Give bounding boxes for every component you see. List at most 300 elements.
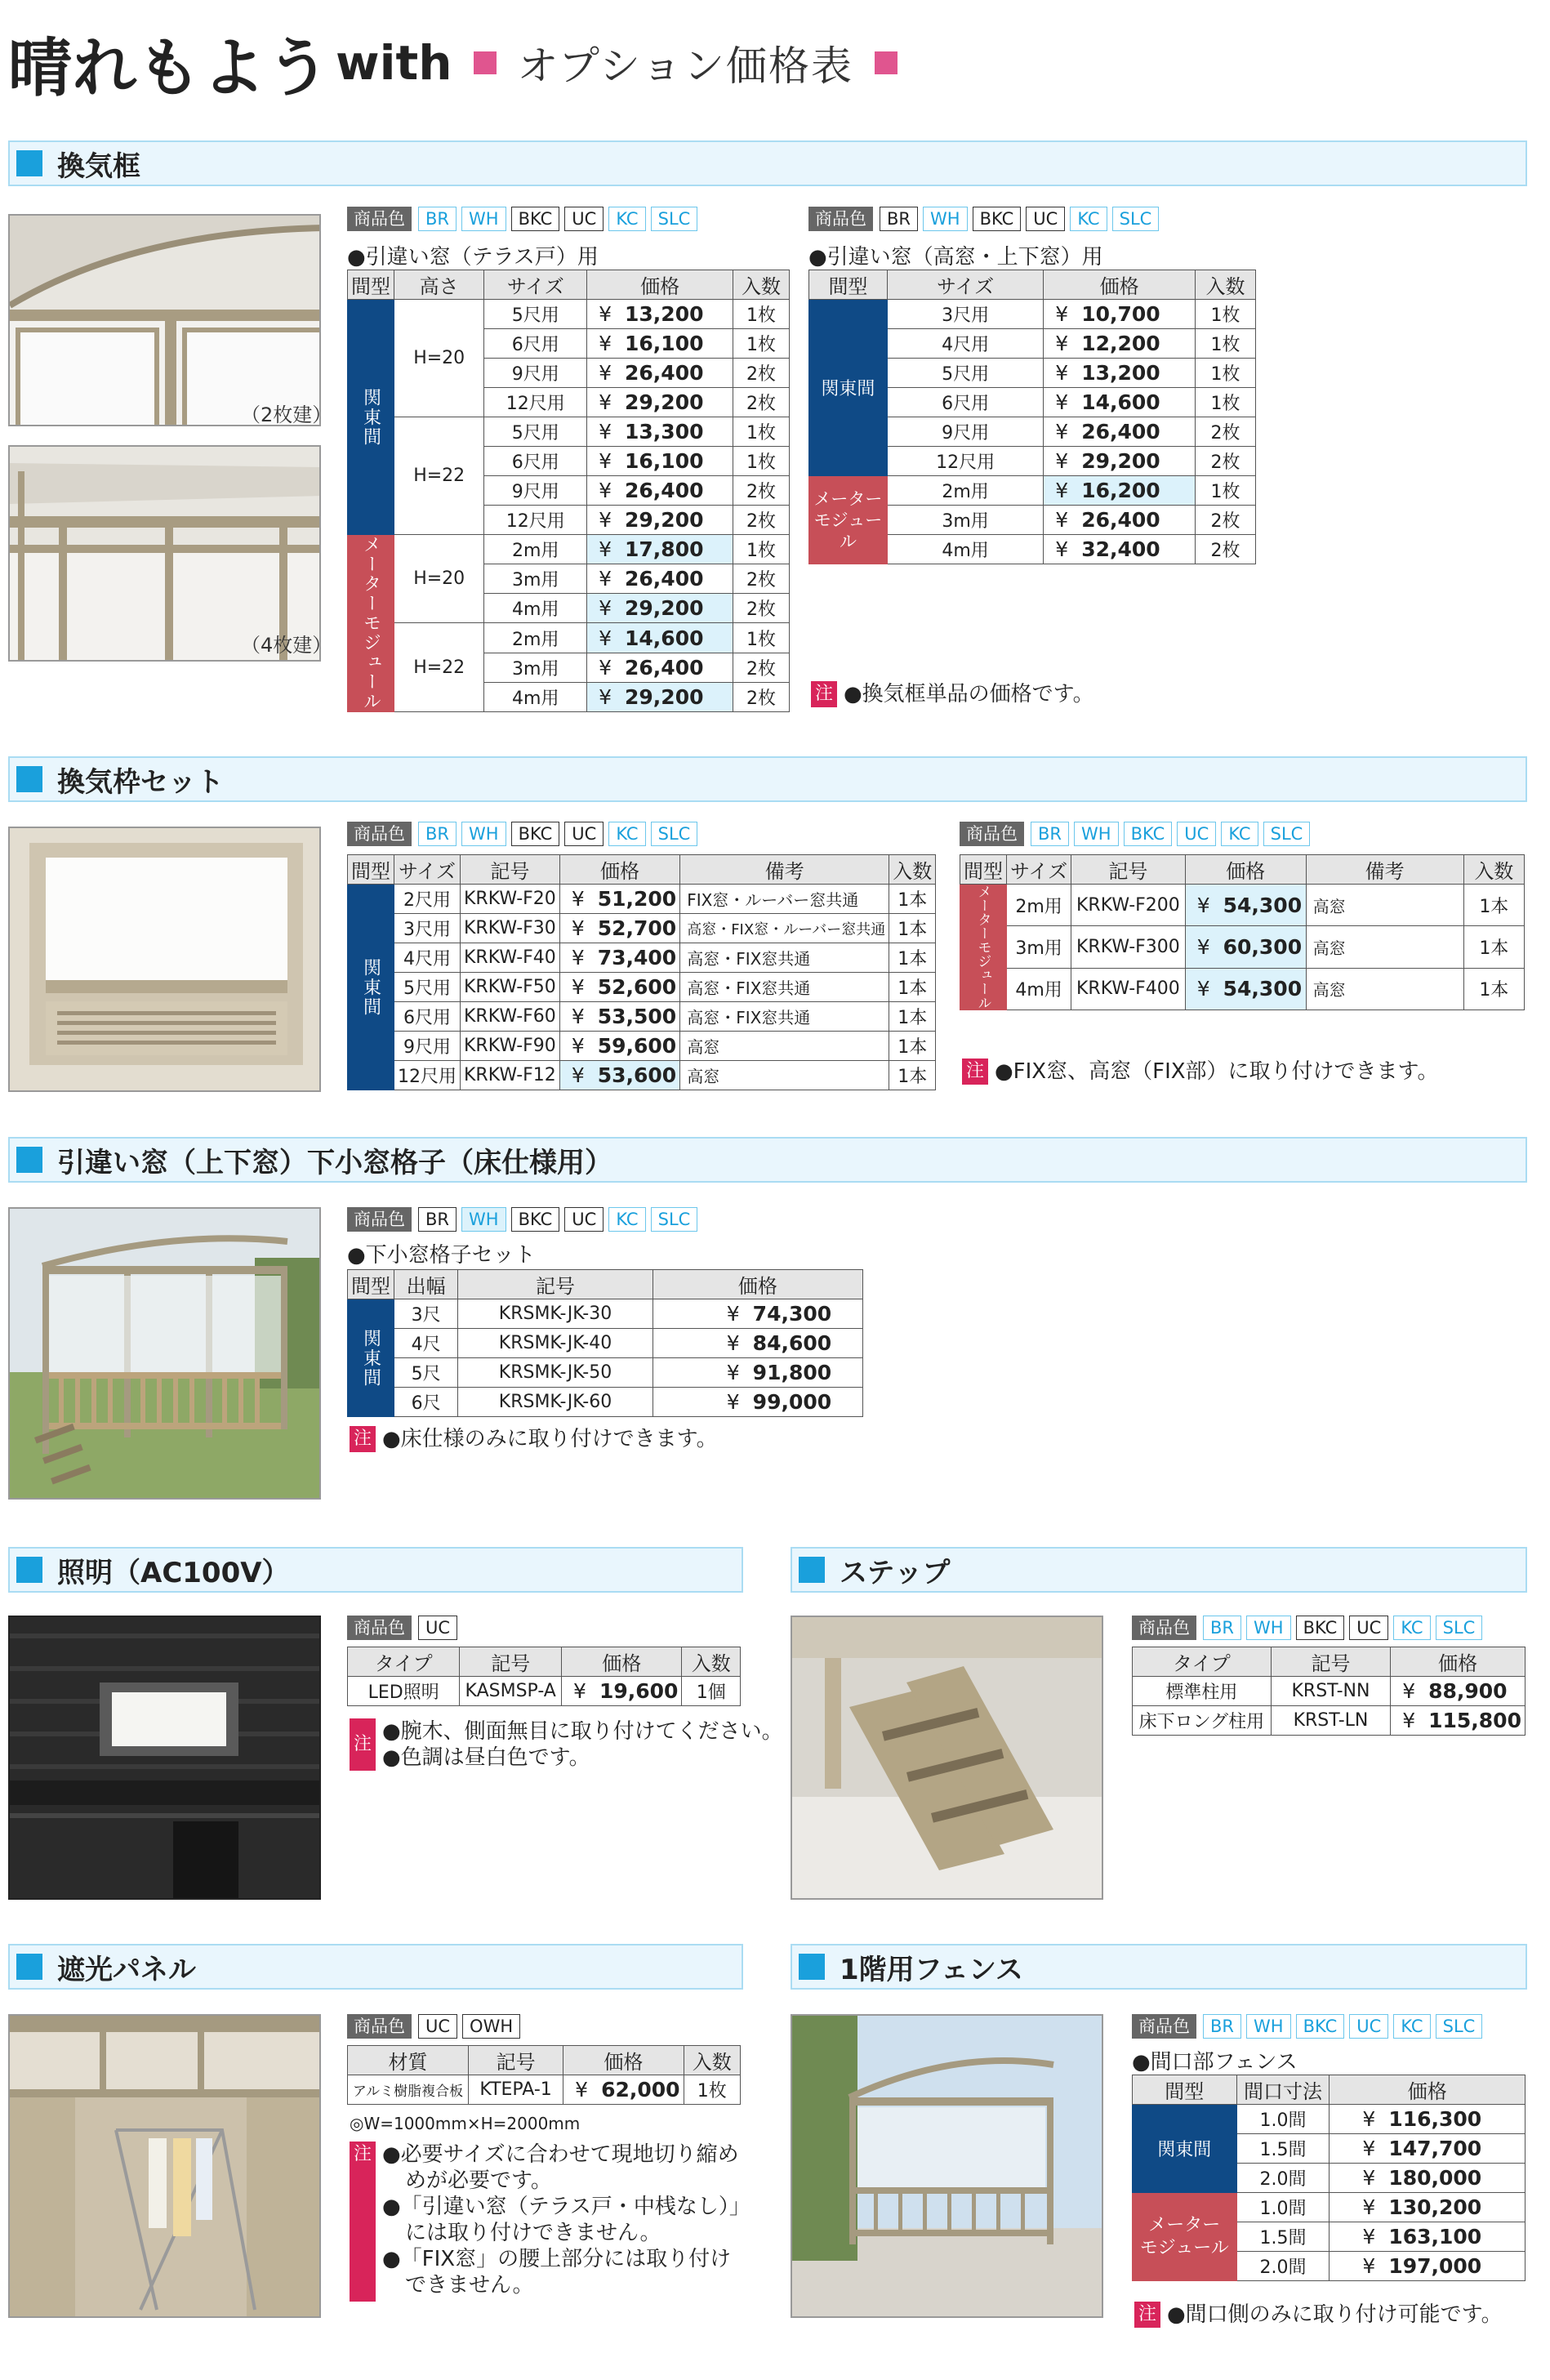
note-badge: 注 bbox=[350, 1718, 376, 1771]
col-header: 価格 bbox=[563, 2046, 684, 2075]
color-chip: BKC bbox=[1124, 822, 1173, 846]
group-label: メーターモジュール bbox=[360, 535, 381, 711]
table-row bbox=[348, 1329, 863, 1358]
col-header: 間型 bbox=[960, 855, 1007, 885]
col-header: 間型 bbox=[348, 855, 394, 885]
note-cell: 高窓・FIX窓共通 bbox=[680, 943, 889, 973]
qty-cell: 1枚 bbox=[684, 2075, 740, 2105]
section-square-icon bbox=[16, 1954, 42, 1980]
price-value: 73,400 bbox=[597, 946, 677, 969]
note-cell: 高窓・FIX窓共通 bbox=[680, 1002, 889, 1032]
code-cell: KRKW-F30 bbox=[461, 914, 560, 943]
price-value: 88,900 bbox=[1428, 1679, 1508, 1703]
price-cell bbox=[1044, 417, 1196, 447]
color-label: 商品色 bbox=[347, 822, 412, 846]
table-row bbox=[809, 300, 1256, 329]
price-value: 53,500 bbox=[597, 1005, 677, 1028]
table-vent-frame-terrace bbox=[347, 270, 790, 712]
note-text: ●「FIX窓」の腰上部分には取り付け bbox=[382, 2247, 732, 2271]
size-cell: 4尺用 bbox=[394, 943, 461, 973]
code-cell: KRKW-F300 bbox=[1071, 926, 1186, 968]
qty-cell: 2枚 bbox=[733, 653, 790, 683]
qty-cell: 2枚 bbox=[733, 388, 790, 417]
qty-cell: 1個 bbox=[682, 1677, 741, 1706]
code-cell: KRST-LN bbox=[1271, 1706, 1390, 1736]
price-cell bbox=[653, 1329, 862, 1358]
price-cell bbox=[653, 1358, 862, 1388]
price-value: 26,400 bbox=[625, 479, 704, 502]
section-header-sliding bbox=[8, 1137, 1527, 1183]
color-chip: BR bbox=[1203, 2014, 1241, 2039]
subtitle-lattice: ●下小窓格子セット bbox=[347, 1243, 536, 1268]
yen-sign: ¥ bbox=[599, 596, 612, 620]
color-chip: KC bbox=[1393, 1616, 1430, 1640]
color-chip: KC bbox=[608, 822, 645, 846]
type-cell: 標準柱用 bbox=[1133, 1677, 1272, 1706]
subtitle-frontage-fence: ●間口部フェンス bbox=[1132, 2050, 1298, 2075]
note-light bbox=[350, 1718, 783, 1771]
col-header: タイプ bbox=[1133, 1647, 1272, 1677]
col-header: 間型 bbox=[348, 1270, 394, 1299]
qty-cell: 1本 bbox=[889, 1002, 936, 1032]
size-cell: 2m用 bbox=[484, 623, 587, 653]
size-cell: 4m用 bbox=[484, 594, 587, 623]
qty-cell: 1枚 bbox=[1196, 329, 1256, 359]
section-square-icon bbox=[16, 766, 42, 792]
price-value: 54,300 bbox=[1223, 977, 1303, 1001]
color-list-vent-b bbox=[808, 207, 1164, 231]
page-title bbox=[8, 18, 919, 108]
price-cell bbox=[653, 1299, 862, 1329]
yen-sign: ¥ bbox=[599, 537, 612, 561]
price-cell bbox=[559, 943, 679, 973]
size-cell: 3m用 bbox=[484, 564, 587, 594]
price-cell bbox=[587, 329, 733, 359]
color-chip: SLC bbox=[1436, 2014, 1483, 2039]
qty-cell: 1本 bbox=[889, 1061, 936, 1090]
price-value: 84,600 bbox=[752, 1331, 832, 1355]
brand-name: 晴れもよう bbox=[8, 32, 332, 105]
color-chip: UC bbox=[1026, 207, 1065, 231]
color-chip: SLC bbox=[1112, 207, 1160, 231]
code-cell: KRKW-F400 bbox=[1071, 968, 1186, 1009]
yen-sign: ¥ bbox=[1362, 2254, 1376, 2278]
size-cell: 5尺用 bbox=[484, 300, 587, 329]
price-value: 29,200 bbox=[625, 596, 704, 620]
qty-cell: 2枚 bbox=[1196, 417, 1256, 447]
col-header: 価格 bbox=[1185, 855, 1306, 885]
price-cell bbox=[1391, 1706, 1526, 1736]
note-cell: 高窓 bbox=[1306, 968, 1463, 1009]
size-cell: 4m用 bbox=[1007, 968, 1071, 1009]
type-cell: 床下ロング柱用 bbox=[1133, 1706, 1272, 1736]
color-list-step bbox=[1132, 1616, 1487, 1640]
color-chip: BR bbox=[880, 207, 918, 231]
caption-2-panel: （2枚建） bbox=[241, 403, 332, 426]
price-value: 16,100 bbox=[625, 332, 704, 355]
qty-cell: 1本 bbox=[1463, 926, 1524, 968]
col-header: 記号 bbox=[461, 855, 560, 885]
yen-sign: ¥ bbox=[1362, 2166, 1376, 2190]
price-cell bbox=[562, 1677, 682, 1706]
note-cell: 高窓・FIX窓・ルーバー窓共通 bbox=[680, 914, 889, 943]
yen-sign: ¥ bbox=[1055, 302, 1069, 326]
color-label: 商品色 bbox=[347, 2014, 412, 2039]
yen-sign: ¥ bbox=[599, 302, 612, 326]
col-header: 入数 bbox=[1463, 855, 1524, 885]
color-chip: BR bbox=[1203, 1616, 1241, 1640]
price-cell bbox=[559, 1032, 679, 1061]
color-chip: WH bbox=[923, 207, 968, 231]
yen-sign: ¥ bbox=[1055, 332, 1069, 355]
color-chip: SLC bbox=[651, 1207, 698, 1232]
size-cell: 1.5間 bbox=[1236, 2222, 1330, 2252]
color-chip: UC bbox=[418, 1616, 457, 1640]
qty-cell: 2枚 bbox=[733, 594, 790, 623]
col-header: 入数 bbox=[684, 2046, 740, 2075]
qty-cell: 2枚 bbox=[733, 506, 790, 535]
note-cell: FIX窓・ルーバー窓共通 bbox=[680, 885, 889, 914]
size-cell: 4尺用 bbox=[887, 329, 1043, 359]
table-row bbox=[348, 973, 936, 1002]
size-cell: 1.0間 bbox=[1236, 2105, 1330, 2134]
col-header: 価格 bbox=[562, 1647, 682, 1677]
color-chip: BR bbox=[418, 822, 457, 846]
group-label: メーター モジュール bbox=[1133, 2193, 1237, 2281]
code-cell: KRKW-F40 bbox=[461, 943, 560, 973]
price-value: 13,200 bbox=[625, 302, 704, 326]
color-chip: UC bbox=[564, 207, 604, 231]
section-header-vent-set bbox=[8, 756, 1527, 802]
size-cell: 4尺 bbox=[394, 1329, 458, 1358]
price-value: 26,400 bbox=[1081, 508, 1160, 532]
qty-cell: 2枚 bbox=[733, 683, 790, 712]
price-value: 32,400 bbox=[1081, 537, 1160, 561]
col-header: サイズ bbox=[887, 270, 1043, 300]
price-value: 14,600 bbox=[625, 626, 704, 650]
section-title: 換気框 bbox=[57, 149, 140, 183]
note-badge: 注 bbox=[811, 681, 837, 707]
price-value: 17,800 bbox=[625, 537, 704, 561]
qty-cell: 1枚 bbox=[1196, 300, 1256, 329]
size-cell: 12尺用 bbox=[484, 506, 587, 535]
table-vent-set-kanto bbox=[347, 854, 936, 1090]
price-value: 16,200 bbox=[1081, 479, 1160, 502]
qty-cell: 1枚 bbox=[733, 417, 790, 447]
price-value: 52,600 bbox=[597, 975, 677, 999]
note-badge: 注 bbox=[1134, 2302, 1160, 2328]
table-row bbox=[348, 300, 790, 329]
price-value: 52,700 bbox=[597, 916, 677, 940]
qty-cell: 1枚 bbox=[1196, 476, 1256, 506]
title-square-icon bbox=[875, 51, 897, 74]
price-cell bbox=[653, 1388, 862, 1417]
table-row bbox=[1133, 2105, 1526, 2134]
photo-vent-frame-2 bbox=[8, 214, 321, 426]
yen-sign: ¥ bbox=[1055, 537, 1069, 561]
table-row bbox=[348, 623, 790, 653]
price-value: 116,300 bbox=[1388, 2107, 1482, 2131]
price-value: 26,400 bbox=[625, 567, 704, 591]
group-label: 関東間 bbox=[360, 1328, 381, 1388]
price-cell bbox=[587, 535, 733, 564]
note-cell: 高窓 bbox=[680, 1032, 889, 1061]
yen-sign: ¥ bbox=[726, 1302, 740, 1326]
color-chip: KC bbox=[1070, 207, 1107, 231]
color-chip: BKC bbox=[511, 207, 560, 231]
qty-cell: 1枚 bbox=[733, 329, 790, 359]
yen-sign: ¥ bbox=[1362, 2137, 1376, 2160]
table-light bbox=[347, 1647, 741, 1706]
yen-sign: ¥ bbox=[571, 1005, 585, 1028]
subtitle-high-window: ●引違い窓（高窓・上下窓）用 bbox=[808, 245, 1103, 270]
price-cell bbox=[587, 623, 733, 653]
table-row bbox=[348, 1388, 863, 1417]
price-value: 29,200 bbox=[1081, 449, 1160, 473]
price-value: 180,000 bbox=[1388, 2166, 1482, 2190]
price-value: 130,200 bbox=[1388, 2195, 1482, 2219]
size-cell: 1.0間 bbox=[1236, 2193, 1330, 2222]
color-chip: SLC bbox=[651, 207, 698, 231]
size-cell: 2m用 bbox=[1007, 885, 1071, 926]
price-cell bbox=[1185, 926, 1306, 968]
note-sliding bbox=[350, 1426, 718, 1452]
yen-sign: ¥ bbox=[599, 567, 612, 591]
price-value: 147,700 bbox=[1388, 2137, 1482, 2160]
note-text: ●FIX窓、高窓（FIX部）に取り付けできます。 bbox=[995, 1059, 1439, 1084]
code-cell: KASMSP-A bbox=[460, 1677, 562, 1706]
price-value: 99,000 bbox=[752, 1390, 832, 1414]
yen-sign: ¥ bbox=[1055, 420, 1069, 443]
yen-sign: ¥ bbox=[599, 626, 612, 650]
code-cell: KRKW-F90 bbox=[461, 1032, 560, 1061]
color-chip: WH bbox=[461, 207, 506, 231]
size-cell: 6尺用 bbox=[394, 1002, 461, 1032]
note-text: ●腕木、側面無目に取り付けてください。 bbox=[382, 1719, 783, 1744]
price-value: 13,300 bbox=[625, 420, 704, 443]
color-chip: UC bbox=[418, 2014, 457, 2039]
note-text: ●必要サイズに合わせて現地切り縮め bbox=[382, 2142, 739, 2167]
price-cell bbox=[559, 1002, 679, 1032]
price-value: 29,200 bbox=[625, 685, 704, 709]
code-cell: KRSMK-JK-40 bbox=[458, 1329, 653, 1358]
col-header: 記号 bbox=[1271, 1647, 1390, 1677]
price-cell bbox=[563, 2075, 684, 2105]
price-cell bbox=[1044, 535, 1196, 564]
qty-cell: 2枚 bbox=[1196, 506, 1256, 535]
size-cell: 2尺用 bbox=[394, 885, 461, 914]
color-list-shade bbox=[347, 2014, 525, 2039]
yen-sign: ¥ bbox=[571, 975, 585, 999]
section-square-icon bbox=[16, 1557, 42, 1583]
price-value: 29,200 bbox=[625, 508, 704, 532]
price-cell bbox=[587, 388, 733, 417]
price-cell bbox=[1330, 2193, 1526, 2222]
note-cell: 高窓 bbox=[680, 1061, 889, 1090]
size-cell: 5尺用 bbox=[394, 973, 461, 1002]
price-cell bbox=[587, 476, 733, 506]
yen-sign: ¥ bbox=[1402, 1679, 1416, 1703]
section-header-shade bbox=[8, 1944, 743, 1990]
note-cell: 高窓 bbox=[1306, 885, 1463, 926]
col-header: サイズ bbox=[484, 270, 587, 300]
size-cell: 4m用 bbox=[887, 535, 1043, 564]
yen-sign: ¥ bbox=[1055, 390, 1069, 414]
yen-sign: ¥ bbox=[1055, 449, 1069, 473]
price-value: 62,000 bbox=[601, 2078, 680, 2101]
photo-shade-panel bbox=[8, 2014, 321, 2318]
qty-cell: 1本 bbox=[1463, 885, 1524, 926]
price-value: 29,200 bbox=[625, 390, 704, 414]
col-header: サイズ bbox=[394, 855, 461, 885]
size-cell: 2m用 bbox=[887, 476, 1043, 506]
section-title: 照明（AC100V） bbox=[57, 1556, 290, 1589]
col-header: 価格 bbox=[1330, 2075, 1526, 2105]
note-vent-frame bbox=[811, 681, 1094, 707]
qty-cell: 2枚 bbox=[1196, 447, 1256, 476]
color-label: 商品色 bbox=[808, 207, 873, 231]
size-cell: 3尺 bbox=[394, 1299, 458, 1329]
photo-led-light bbox=[8, 1616, 321, 1900]
price-cell bbox=[1391, 1677, 1526, 1706]
size-cell: 9尺用 bbox=[887, 417, 1043, 447]
section-header-vent-frame bbox=[8, 140, 1527, 186]
height-cell: H=22 bbox=[394, 417, 484, 535]
col-header: タイプ bbox=[348, 1647, 460, 1677]
price-value: 163,100 bbox=[1388, 2225, 1482, 2249]
col-header: 価格 bbox=[1044, 270, 1196, 300]
yen-sign: ¥ bbox=[726, 1390, 740, 1414]
price-cell bbox=[587, 506, 733, 535]
code-cell: KRSMK-JK-30 bbox=[458, 1299, 653, 1329]
size-cell: 3尺用 bbox=[887, 300, 1043, 329]
price-value: 26,400 bbox=[625, 656, 704, 680]
qty-cell: 1枚 bbox=[733, 623, 790, 653]
price-value: 197,000 bbox=[1388, 2254, 1482, 2278]
color-chip: SLC bbox=[1263, 822, 1311, 846]
section-square-icon bbox=[799, 1557, 825, 1583]
price-cell bbox=[1044, 329, 1196, 359]
group-label: メーターモジュール bbox=[974, 885, 991, 1009]
price-cell bbox=[587, 300, 733, 329]
table-row bbox=[348, 1299, 863, 1329]
price-cell bbox=[587, 683, 733, 712]
note-badge: 注 bbox=[962, 1059, 988, 1085]
yen-sign: ¥ bbox=[1196, 977, 1210, 1001]
section-title: ステップ bbox=[840, 1556, 951, 1589]
qty-cell: 1本 bbox=[889, 885, 936, 914]
col-header: 記号 bbox=[1071, 855, 1186, 885]
color-chip: BKC bbox=[973, 207, 1022, 231]
group-label: 関東間 bbox=[1133, 2105, 1237, 2193]
note-badge: 注 bbox=[350, 2142, 376, 2302]
table-shade bbox=[347, 2045, 741, 2105]
yen-sign: ¥ bbox=[571, 946, 585, 969]
qty-cell: 1枚 bbox=[1196, 359, 1256, 388]
color-list-fence bbox=[1132, 2014, 1487, 2039]
price-value: 19,600 bbox=[599, 1679, 679, 1703]
size-cell: 5尺用 bbox=[887, 359, 1043, 388]
table-row bbox=[348, 1358, 863, 1388]
color-list-light bbox=[347, 1616, 462, 1640]
color-chip: UC bbox=[1349, 1616, 1388, 1640]
note-vent-set bbox=[962, 1059, 1438, 1085]
qty-cell: 1枚 bbox=[733, 447, 790, 476]
code-cell: KRKW-F20 bbox=[461, 885, 560, 914]
price-cell bbox=[587, 417, 733, 447]
price-cell bbox=[1330, 2105, 1526, 2134]
subtitle-terrace: ●引違い窓（テラス戸）用 bbox=[347, 245, 599, 270]
size-cell: 12尺用 bbox=[484, 388, 587, 417]
color-chip: SLC bbox=[1436, 1616, 1483, 1640]
yen-sign: ¥ bbox=[599, 508, 612, 532]
color-chip: KC bbox=[608, 1207, 645, 1232]
yen-sign: ¥ bbox=[599, 332, 612, 355]
size-cell: 6尺用 bbox=[484, 447, 587, 476]
code-cell: KRSMK-JK-60 bbox=[458, 1388, 653, 1417]
qty-cell: 1枚 bbox=[1196, 388, 1256, 417]
price-cell bbox=[1330, 2164, 1526, 2193]
qty-cell: 1枚 bbox=[733, 300, 790, 329]
price-value: 115,800 bbox=[1428, 1709, 1521, 1732]
col-header: 備考 bbox=[680, 855, 889, 885]
yen-sign: ¥ bbox=[599, 420, 612, 443]
price-value: 60,300 bbox=[1223, 934, 1303, 959]
yen-sign: ¥ bbox=[571, 1063, 585, 1087]
shade-dimensions: ◎W=1000mm×H=2000mm bbox=[350, 2114, 581, 2133]
price-cell bbox=[587, 653, 733, 683]
color-chip: BKC bbox=[1296, 2014, 1345, 2039]
color-chip: BKC bbox=[511, 1207, 560, 1232]
size-cell: 2m用 bbox=[484, 535, 587, 564]
color-label: 商品色 bbox=[960, 822, 1024, 846]
price-cell bbox=[559, 1061, 679, 1090]
table-row bbox=[960, 885, 1525, 926]
col-header: 価格 bbox=[559, 855, 679, 885]
col-header: 入数 bbox=[682, 1647, 741, 1677]
qty-cell: 1本 bbox=[889, 973, 936, 1002]
size-cell: 3m用 bbox=[484, 653, 587, 683]
color-chip: UC bbox=[1349, 2014, 1388, 2039]
size-cell: 5尺用 bbox=[484, 417, 587, 447]
yen-sign: ¥ bbox=[1196, 893, 1210, 917]
yen-sign: ¥ bbox=[599, 390, 612, 414]
table-row bbox=[960, 968, 1525, 1009]
code-cell: KTEPA-1 bbox=[469, 2075, 563, 2105]
yen-sign: ¥ bbox=[1362, 2225, 1376, 2249]
size-cell: 6尺 bbox=[394, 1388, 458, 1417]
size-cell: 1.5間 bbox=[1236, 2134, 1330, 2164]
yen-sign: ¥ bbox=[1196, 934, 1210, 959]
color-chip: BR bbox=[418, 207, 457, 231]
size-cell: 6尺用 bbox=[887, 388, 1043, 417]
color-chip: WH bbox=[461, 1207, 506, 1232]
section-title: 換気枠セット bbox=[57, 765, 224, 799]
code-cell: KRKW-F12 bbox=[461, 1061, 560, 1090]
price-value: 26,400 bbox=[1081, 420, 1160, 443]
col-header: サイズ bbox=[1007, 855, 1071, 885]
color-chip: SLC bbox=[651, 822, 698, 846]
price-cell bbox=[1185, 885, 1306, 926]
qty-cell: 1本 bbox=[1463, 968, 1524, 1009]
price-cell bbox=[1185, 968, 1306, 1009]
table-row bbox=[348, 1002, 936, 1032]
price-cell bbox=[1330, 2222, 1526, 2252]
note-text: めが必要です。 bbox=[405, 2168, 552, 2193]
table-fence bbox=[1132, 2075, 1526, 2281]
price-cell bbox=[559, 885, 679, 914]
col-header: 出幅 bbox=[394, 1270, 458, 1299]
